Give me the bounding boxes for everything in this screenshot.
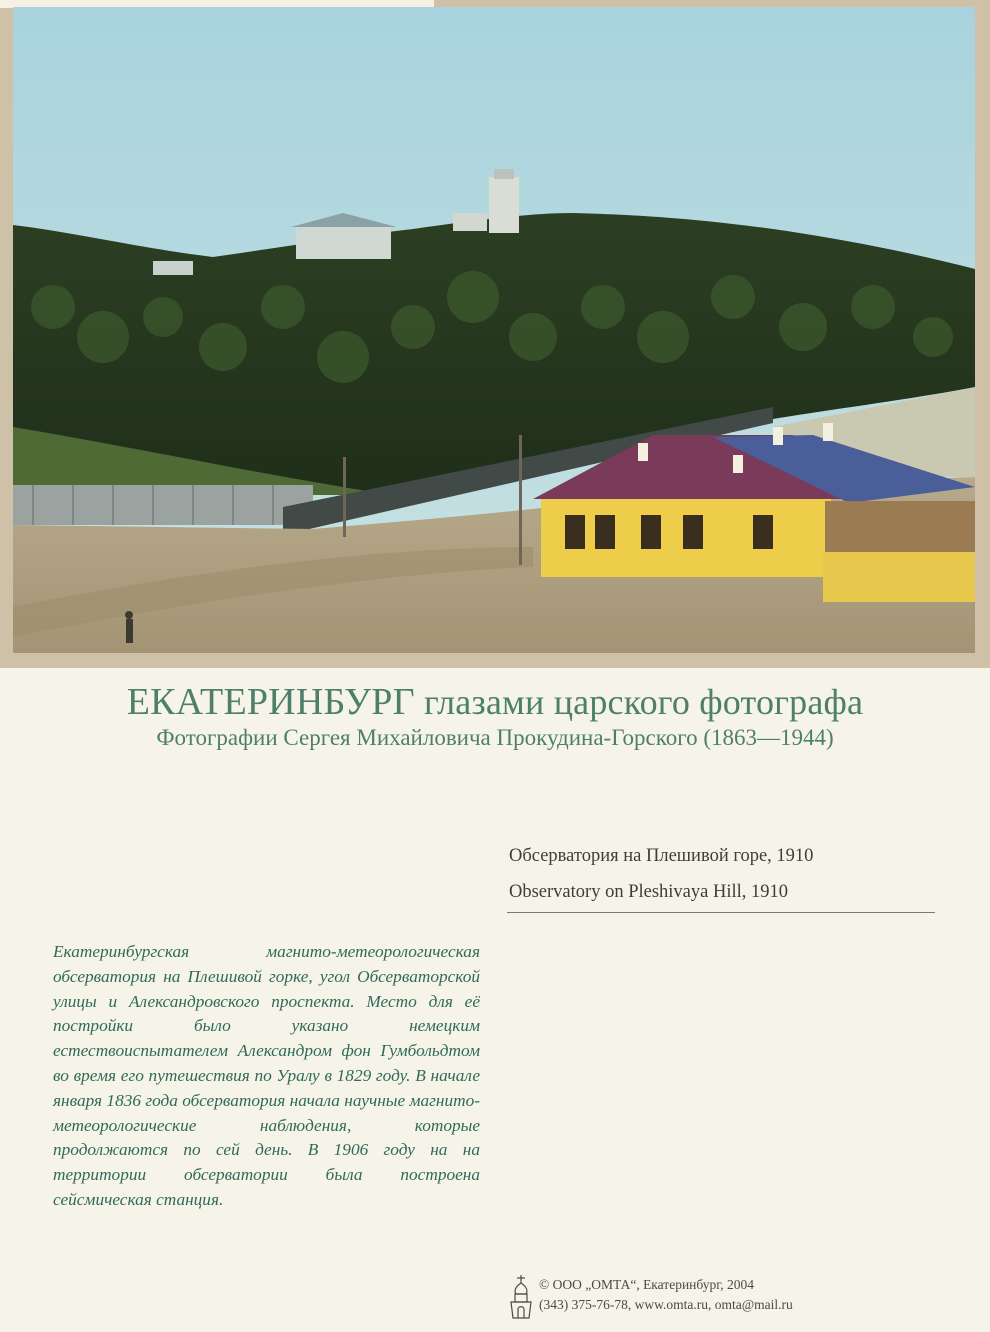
description-text: Екатеринбургская магнито-метеорологическая обсерватория на Плешивой горке, угол Обсерваторской улицы и Александровского проспекта. Место для её постройки было указано немецким естествоиспытателем Александром фон Гумбольдтом во время его путешествия по Уралу в 1829 году. В начале января 1836 года обсерватория начала научные магнито-метеорологические наблюдения, которые продолжаются по сей день. В 1906 году на на территории обсерватории была построена сейсмическая станция. [53,942,480,1209]
observatory-photo [13,7,975,653]
title-city: ЕКАТЕРИНБУРГ [126,681,415,723]
caption-divider [507,912,935,913]
caption-russian: Обсерватория на Плешивой горе, 1910 [509,846,814,866]
publisher-footer [509,1275,849,1320]
church-icon [509,1275,533,1319]
copyright-line: © ООО „ОМТА“, Екатеринбург, 2004 [539,1277,755,1292]
caption-english: Observatory on Pleshivaya Hill, 1910 [509,882,788,902]
page-subtitle: Фотографии Сергея Михайловича Прокудина-Горского (1863—1944) [156,725,834,750]
page-title [0,680,990,724]
contact-line: (343) 375-76-78, www.omta.ru, omta@mail.ru [539,1297,793,1312]
title-rest: глазами царского фотографа [423,682,864,722]
